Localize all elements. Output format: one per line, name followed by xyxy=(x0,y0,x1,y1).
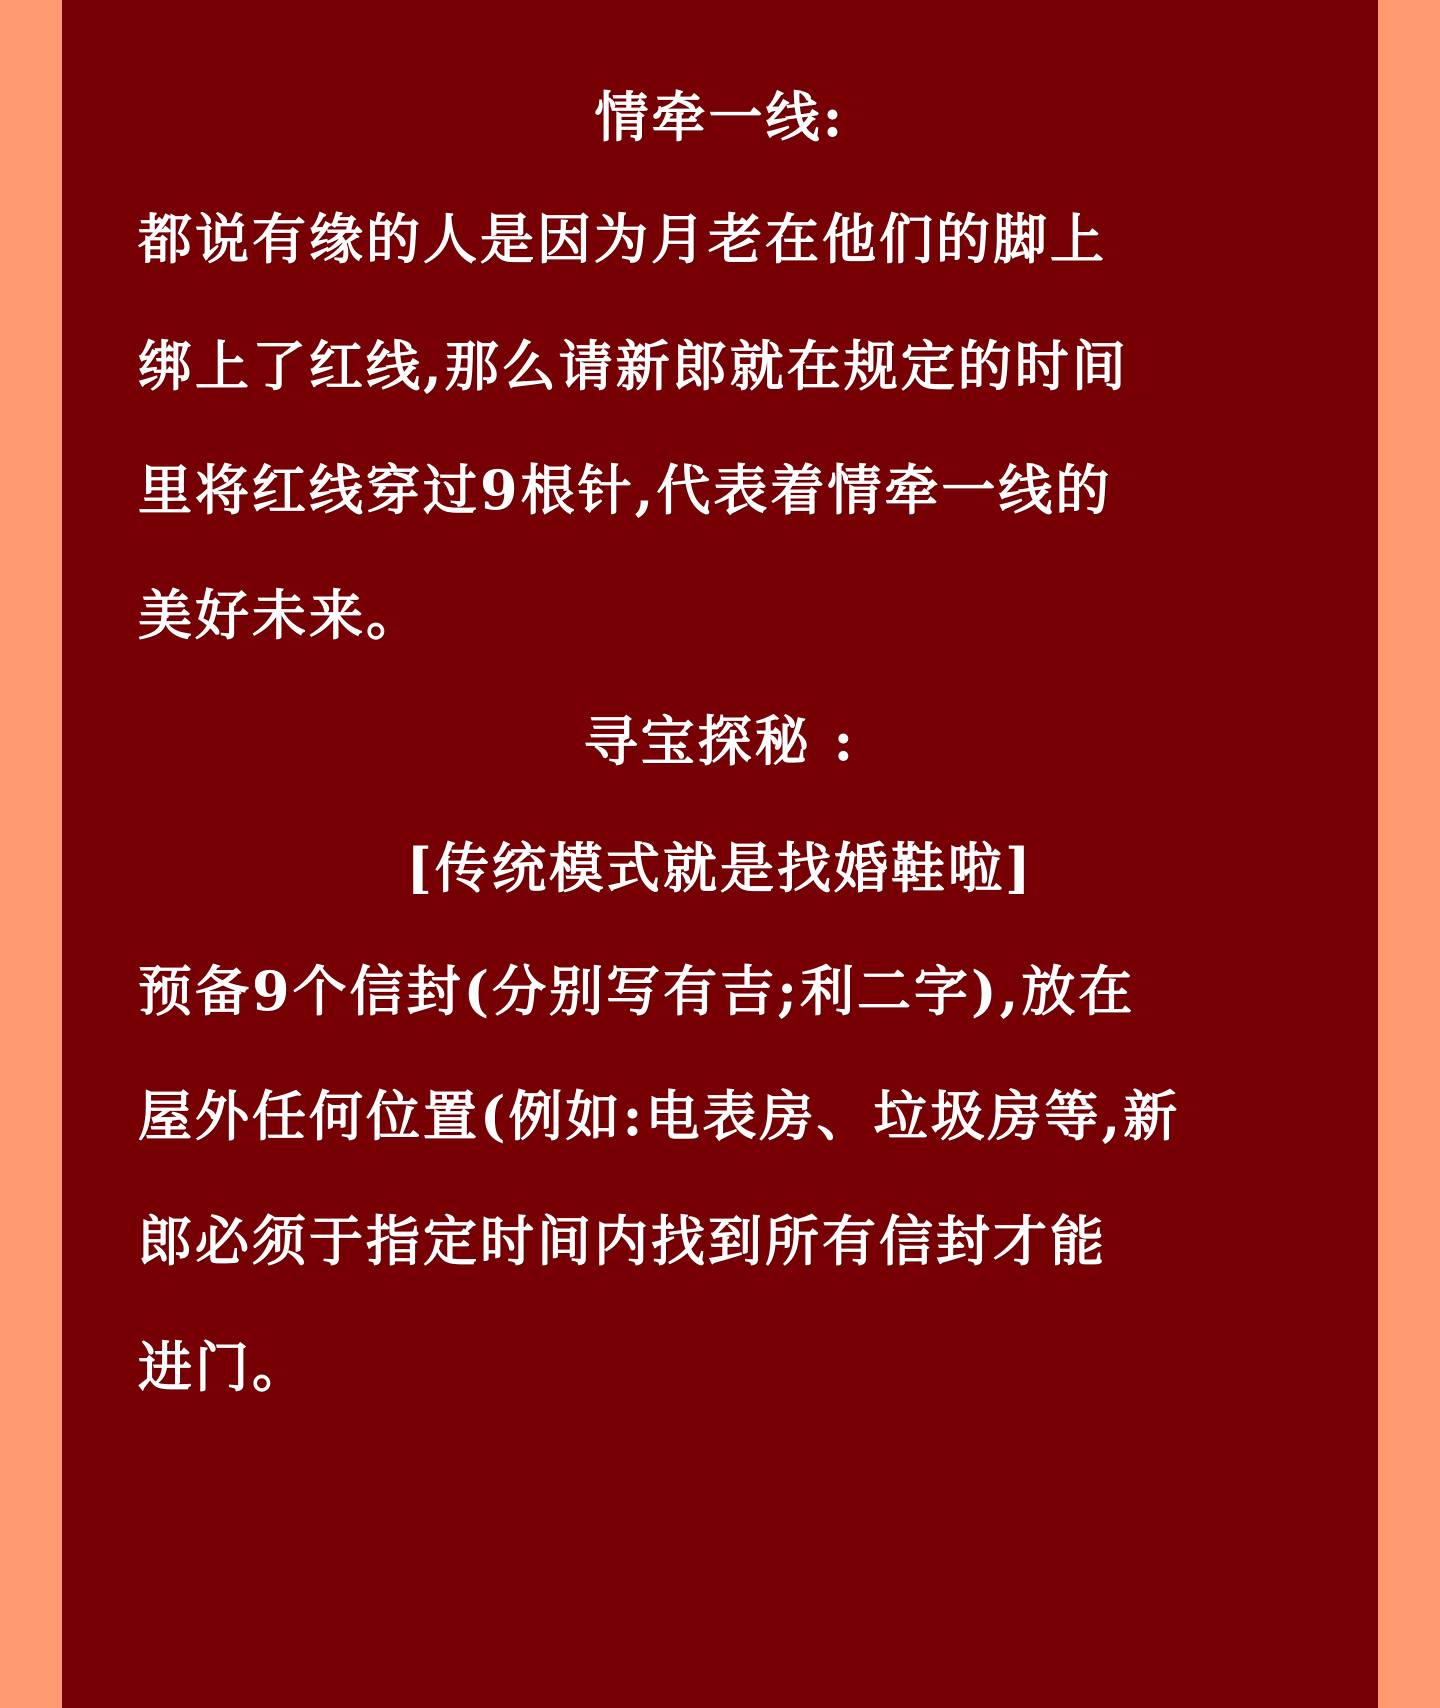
paragraph-line: 绑上了红线,那么请新郎就在规定的时间 xyxy=(138,334,1129,398)
paragraph-line: 进门。 xyxy=(138,1335,309,1399)
paragraph-line: 都说有缘的人是因为月老在他们的脚上 xyxy=(138,207,1107,271)
paragraph-line: 里将红线穿过9根针,代表着情牵一线的 xyxy=(138,458,1113,522)
paragraph-line: 预备9个信封(分别写有吉;利二字),放在 xyxy=(138,959,1136,1023)
content-panel xyxy=(62,0,1378,1708)
paragraph-line: 屋外任何位置(例如:电表房、垃圾房等,新 xyxy=(138,1084,1181,1148)
section-subheading: [传统模式就是找婚鞋啦] xyxy=(406,836,1034,900)
paragraph-line: 郎必须于指定时间内找到所有信封才能 xyxy=(138,1209,1107,1273)
section-heading-qingqian-yixian: 情牵一线: xyxy=(594,85,846,149)
section-heading-xunbao-tanmi: 寻宝探秘 : xyxy=(583,709,857,773)
paragraph-line: 美好未来。 xyxy=(138,583,423,647)
